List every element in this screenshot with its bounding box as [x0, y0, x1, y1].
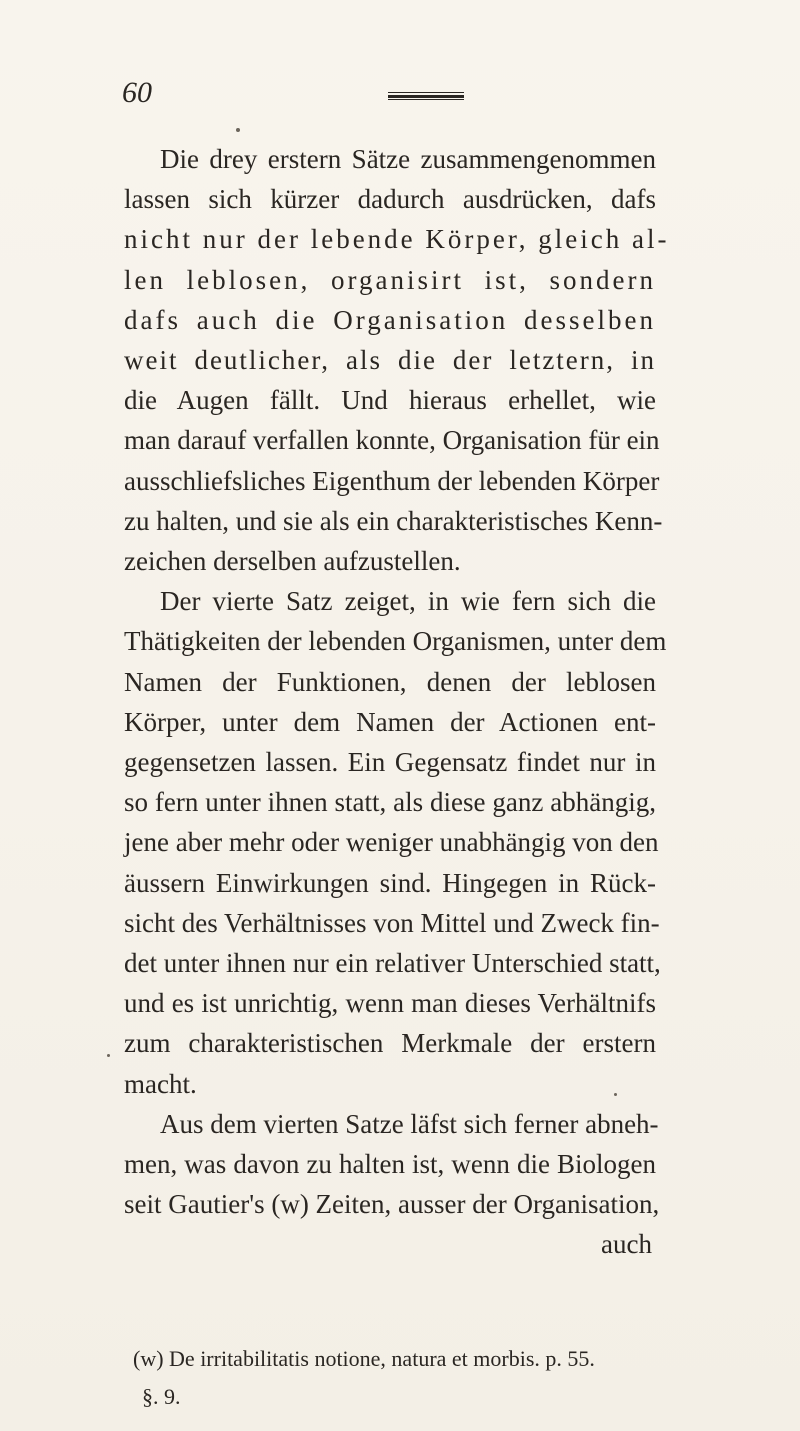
body-line: men, was davon zu halten ist, wenn die Biologen — [124, 1149, 656, 1180]
body-line: jene aber mehr oder weniger unabhängig von den — [124, 827, 659, 858]
body-line: nicht nur der lebende Körper, gleich al- — [124, 224, 670, 255]
header-rule — [388, 92, 464, 100]
body-line: det unter ihnen nur ein relativer Unterschied statt, — [124, 948, 661, 979]
body-line: Die drey erstern Sätze zusammengenommen — [160, 144, 656, 174]
body-line: Namen der Funktionen, denen der leblosen — [124, 666, 656, 697]
body-line: Thätigkeiten der lebenden Organismen, unter dem — [124, 626, 667, 657]
body-line: seit Gautier's (w) Zeiten, ausser der Organisation, — [124, 1189, 660, 1220]
page-number: 60 — [122, 76, 152, 109]
ink-speck — [614, 1093, 617, 1096]
body-line: so fern unter ihnen statt, als diese ganz abhängig, — [124, 787, 656, 818]
footnote-line: (w) De irritabilitatis notione, natura et morbis. p. 55. — [133, 1346, 595, 1371]
body-line: Der vierte Satz zeiget, in wie fern sich die — [160, 586, 656, 617]
body-line: die Augen fällt. Und hieraus erhellet, wie — [124, 385, 656, 416]
body-line: sicht des Verhältnisses von Mittel und Zweck fin- — [124, 907, 660, 938]
body-line: gegensetzen lassen. Ein Gegensatz findet nur in — [124, 747, 656, 778]
body-line: weit deutlicher, als die der letztern, in — [124, 345, 656, 376]
footnote-line: §. 9. — [142, 1384, 181, 1409]
ink-speck — [236, 128, 240, 132]
body-line: zu halten, und sie als ein charakteristisches Kenn- — [124, 505, 663, 536]
footnote — [133, 1340, 633, 1416]
body-line: Körper, unter dem Namen der Actionen ent- — [124, 706, 656, 737]
body-line: zeichen derselben aufzustellen. — [124, 546, 461, 577]
body-line: lassen sich kürzer dadurch ausdrücken, dafs — [124, 184, 656, 215]
body-line: dafs auch die Organisation desselben — [124, 304, 656, 335]
body-line: Aus dem vierten Satze läfst sich ferner abneh- — [160, 1108, 659, 1139]
body-line: und es ist unrichtig, wenn man dieses Verhältnifs — [124, 988, 656, 1019]
body-line: man darauf verfallen konnte, Organisation für ein — [124, 425, 660, 456]
body-text — [124, 139, 670, 1265]
body-line: äussern Einwirkungen sind. Hingegen in Rück- — [124, 867, 656, 898]
body-line: ausschliefsliches Eigenthum der lebenden Körper — [124, 465, 660, 496]
body-line: zum charakteristischen Merkmale der erstern — [124, 1028, 656, 1059]
ink-speck — [107, 1054, 110, 1057]
catchword: auch — [601, 1229, 652, 1260]
body-line: len leblosen, organisirt ist, sondern — [124, 264, 656, 295]
body-line: macht. — [124, 1068, 197, 1099]
